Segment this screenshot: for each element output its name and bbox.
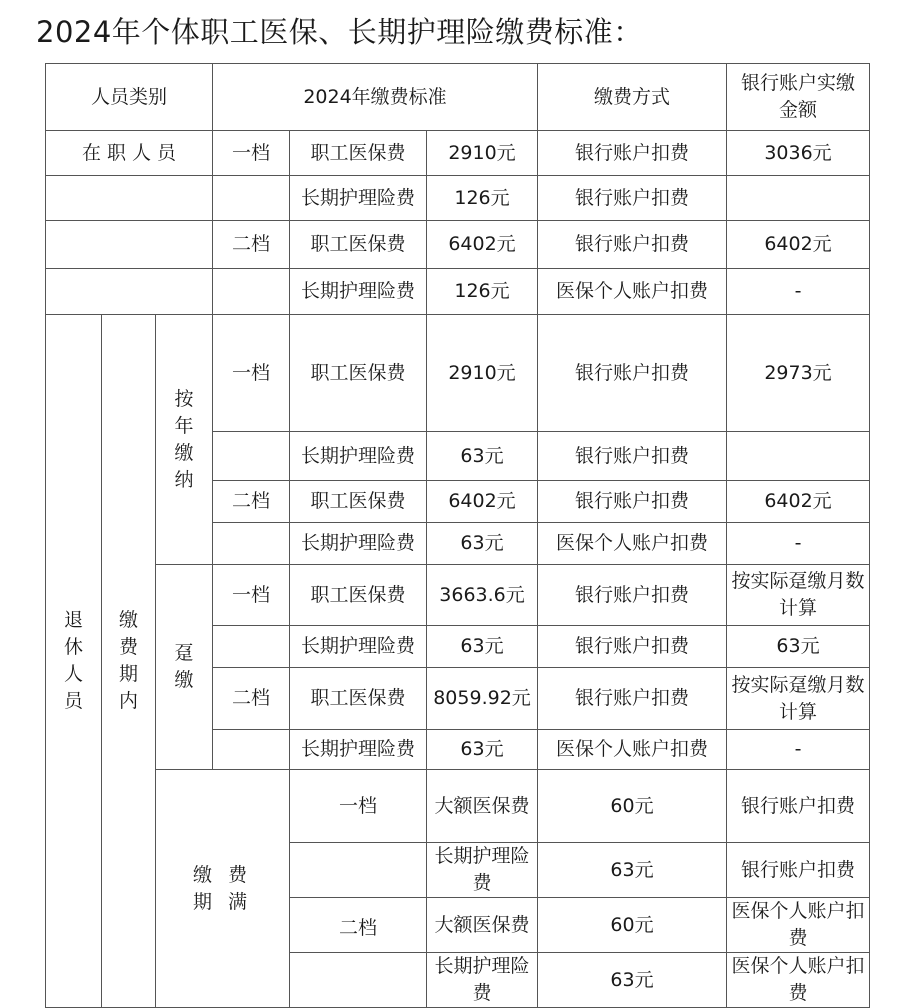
method-cell: 医保个人账户扣费 [538, 523, 727, 565]
bank-cell: 63元 [727, 626, 870, 668]
bank-cell: 3036元 [727, 131, 870, 176]
bank-cell [727, 176, 870, 221]
tier-cell [213, 269, 290, 315]
method-cell: 医保个人账户扣费 [727, 953, 870, 1008]
item-cell: 长期护理险费 [427, 953, 538, 1008]
amount-cell: 63元 [538, 843, 727, 898]
method-cell: 医保个人账户扣费 [538, 730, 727, 770]
item-cell: 职工医保费 [290, 131, 427, 176]
header-standard: 2024年缴费标准 [213, 64, 538, 131]
group-annual: 按年缴纳 [156, 315, 213, 565]
tier-cell [213, 176, 290, 221]
item-cell: 职工医保费 [290, 221, 427, 269]
amount-cell: 63元 [427, 432, 538, 481]
tier-cell: 二档 [213, 221, 290, 269]
bank-cell: - [727, 730, 870, 770]
bank-cell: 按实际趸缴月数计算 [727, 565, 870, 626]
amount-cell: 63元 [427, 626, 538, 668]
amount-cell: 6402元 [427, 221, 538, 269]
table-row [46, 269, 870, 315]
item-cell: 大额医保费 [427, 898, 538, 953]
amount-cell: 2910元 [427, 131, 538, 176]
bank-cell: 2973元 [727, 315, 870, 432]
header-bank-amount: 银行账户实缴金额 [727, 64, 870, 131]
group-empty-cell [46, 176, 213, 221]
item-cell: 长期护理险费 [290, 269, 427, 315]
fee-table [45, 63, 870, 1008]
group-in-period: 缴费期内 [102, 315, 156, 1008]
item-cell: 长期护理险费 [290, 176, 427, 221]
group-empty-cell [46, 221, 213, 269]
page-title: 2024年个体职工医保、长期护理险缴费标准： [36, 15, 643, 49]
table-row [46, 176, 870, 221]
method-cell: 银行账户扣费 [538, 131, 727, 176]
method-cell: 银行账户扣费 [538, 176, 727, 221]
method-cell: 银行账户扣费 [538, 221, 727, 269]
item-cell: 职工医保费 [290, 315, 427, 432]
table-row [46, 221, 870, 269]
item-cell: 长期护理险费 [290, 626, 427, 668]
tier-cell: 一档 [290, 770, 427, 843]
tier-cell [290, 843, 427, 898]
table-row [46, 131, 870, 176]
amount-cell: 126元 [427, 269, 538, 315]
item-cell: 大额医保费 [427, 770, 538, 843]
group-retired: 退休人员 [46, 315, 102, 1008]
method-cell: 银行账户扣费 [538, 315, 727, 432]
tier-cell [213, 523, 290, 565]
group-period-full: 缴 费 期 满 [156, 770, 290, 1008]
bank-cell: - [727, 269, 870, 315]
method-cell: 银行账户扣费 [538, 481, 727, 523]
table-row [46, 565, 870, 626]
item-cell: 长期护理险费 [290, 432, 427, 481]
tier-cell: 一档 [213, 315, 290, 432]
tier-cell [213, 626, 290, 668]
tier-cell: 二档 [213, 668, 290, 730]
bank-cell [727, 432, 870, 481]
header-method: 缴费方式 [538, 64, 727, 131]
amount-cell: 6402元 [427, 481, 538, 523]
tier-cell: 一档 [213, 131, 290, 176]
item-cell: 长期护理险费 [427, 843, 538, 898]
method-cell: 银行账户扣费 [727, 770, 870, 843]
tier-cell: 一档 [213, 565, 290, 626]
bank-cell: 6402元 [727, 481, 870, 523]
amount-cell: 60元 [538, 770, 727, 843]
method-cell: 银行账户扣费 [538, 565, 727, 626]
item-cell: 职工医保费 [290, 668, 427, 730]
tier-cell [213, 730, 290, 770]
method-cell: 银行账户扣费 [538, 626, 727, 668]
amount-cell: 126元 [427, 176, 538, 221]
amount-cell: 8059.92元 [427, 668, 538, 730]
table-row [46, 770, 870, 843]
item-cell: 职工医保费 [290, 481, 427, 523]
header-category: 人员类别 [46, 64, 213, 131]
bank-cell: 6402元 [727, 221, 870, 269]
amount-cell: 63元 [427, 730, 538, 770]
method-cell: 银行账户扣费 [538, 668, 727, 730]
method-cell: 银行账户扣费 [727, 843, 870, 898]
table-row [46, 315, 870, 432]
amount-cell: 63元 [427, 523, 538, 565]
item-cell: 长期护理险费 [290, 730, 427, 770]
tier-cell [290, 953, 427, 1008]
bank-cell: - [727, 523, 870, 565]
group-catch-up: 趸缴 [156, 565, 213, 770]
tier-cell [213, 432, 290, 481]
header-row [46, 64, 870, 131]
group-employed: 在 职 人 员 [46, 131, 213, 176]
tier-cell: 二档 [213, 481, 290, 523]
method-cell: 医保个人账户扣费 [538, 269, 727, 315]
amount-cell: 3663.6元 [427, 565, 538, 626]
tier-cell: 二档 [290, 898, 427, 953]
method-cell: 银行账户扣费 [538, 432, 727, 481]
amount-cell: 63元 [538, 953, 727, 1008]
item-cell: 职工医保费 [290, 565, 427, 626]
amount-cell: 60元 [538, 898, 727, 953]
group-empty-cell [46, 269, 213, 315]
bank-cell: 按实际趸缴月数计算 [727, 668, 870, 730]
method-cell: 医保个人账户扣费 [727, 898, 870, 953]
item-cell: 长期护理险费 [290, 523, 427, 565]
amount-cell: 2910元 [427, 315, 538, 432]
